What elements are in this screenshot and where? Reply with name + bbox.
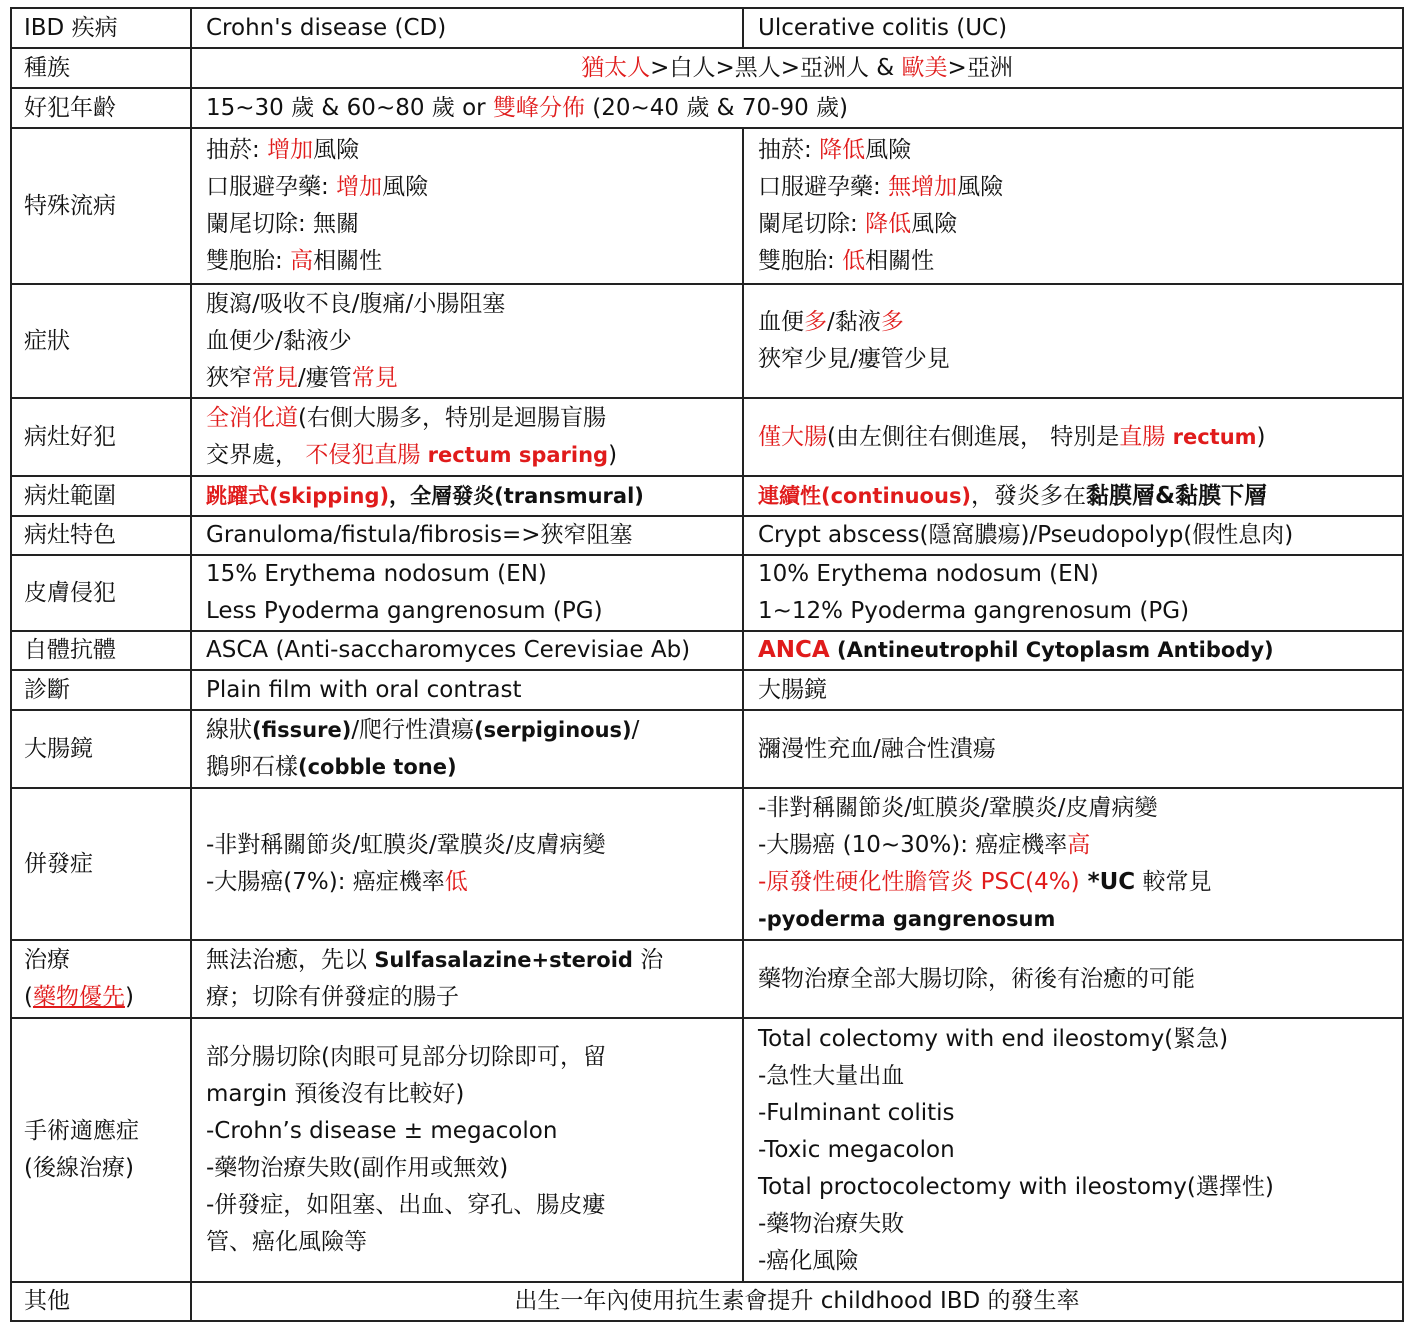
symptom-cd-line: 血便少/黏液少	[206, 327, 352, 354]
colonoscopy-cd-cell	[191, 710, 743, 788]
epi-uc-smoking	[758, 132, 1388, 169]
row-label-complication: 併發症	[11, 788, 191, 940]
surgery-uc-line: -Fulminant colitis	[758, 1099, 955, 1126]
text: (	[24, 984, 33, 1010]
age-text-bimodal: 雙峰分佈	[492, 94, 585, 121]
highlight-text: 直腸	[1119, 423, 1173, 450]
text: -大腸癌 (10~30%): 癌症機率	[758, 832, 1068, 858]
row-label-colonoscopy: 大腸鏡	[11, 710, 191, 788]
table-row-race	[11, 48, 1403, 88]
highlight-text: 常見	[351, 364, 398, 391]
highlight-text: 常見	[252, 364, 298, 391]
text: 風險	[865, 137, 912, 163]
treatment-cd-line: 療；切除有併發症的腸子	[206, 984, 459, 1010]
surgery-uc-line: -藥物治療失敗	[758, 1210, 905, 1237]
highlight-text: 不侵犯直腸	[305, 442, 428, 468]
age-cell	[191, 88, 1403, 128]
text: /黏液	[827, 309, 881, 335]
text: 手術適應症	[24, 1118, 139, 1144]
epi-uc-appendectomy	[758, 206, 1388, 243]
row-label-antibody: 自體抗體	[11, 631, 191, 670]
table-row-skin	[11, 555, 1403, 631]
epi-cd-twins	[206, 243, 728, 280]
table-row-feature	[11, 516, 1403, 555]
text: ，發炎多在	[971, 482, 1087, 509]
surgery-cd-line: margin 預後沒有比較好)	[206, 1081, 465, 1107]
row-label-treatment	[11, 940, 191, 1018]
symptom-cd-line: 腹瀉/吸收不良/腹痛/小腸阻塞	[206, 290, 506, 317]
race-text-asia: >亞洲	[947, 54, 1013, 81]
row-label-symptoms: 症狀	[11, 284, 191, 398]
treatment-cd-cell	[191, 940, 743, 1018]
text: /瘻管	[298, 364, 352, 391]
surgery-uc-line: Total proctocolectomy with ileostomy(選擇性)	[758, 1173, 1274, 1200]
highlight-text: 低	[444, 869, 468, 895]
table-row-antibody	[11, 631, 1403, 670]
complication-cd-cell	[191, 788, 743, 940]
highlight-text: 原發性硬化性膽管炎 PSC(4%)	[766, 869, 1080, 895]
highlight-text: 增加	[336, 174, 383, 200]
highlight-text: ANCA	[758, 637, 830, 663]
epi-uc-twins	[758, 243, 1388, 280]
text: 雙胞胎:	[206, 248, 291, 274]
highlight-text: rectum sparing	[427, 443, 609, 467]
highlight-text: 無增加	[888, 174, 958, 200]
row-label-race: 種族	[11, 48, 191, 88]
surgery-cd-line: 管、癌化風險等	[206, 1229, 367, 1255]
feature-cd-cell: Granuloma/fistula/fibrosis=>狹窄阻塞	[191, 516, 743, 555]
text: 交界處，	[206, 442, 306, 468]
complication-uc-line: -pyoderma gangrenosum	[758, 907, 1056, 931]
row-label-skin: 皮膚侵犯	[11, 555, 191, 631]
site-uc-cell	[743, 398, 1403, 476]
epi-uc-oral-contraceptive	[758, 169, 1388, 206]
skin-cd-line: 15% Erythema nodosum (EN)	[206, 561, 547, 587]
text: 相關性	[865, 248, 935, 274]
text: 血便	[758, 309, 804, 335]
text: 較常見	[1135, 869, 1212, 895]
text: 無法治癒，先以	[206, 947, 375, 973]
site-cd-line	[206, 437, 728, 474]
colonoscopy-uc-cell: 瀰漫性充血/融合性潰瘍	[743, 710, 1403, 788]
epi-uc-cell	[743, 128, 1403, 284]
surgery-uc-line: Total colectomy with end ileostomy(緊急)	[758, 1025, 1229, 1052]
text: (Antineutrophil Cytoplasm Antibody)	[829, 638, 1274, 662]
skin-cd-cell	[191, 555, 743, 631]
text: /爬行性潰瘍	[351, 717, 475, 743]
table-row-header	[11, 8, 1403, 48]
text: (serpiginous)	[474, 718, 632, 742]
surgery-uc-line: -Toxic megacolon	[758, 1136, 955, 1163]
race-text-jewish: 猶太人	[581, 54, 651, 81]
table-row-age	[11, 88, 1403, 128]
table-row-symptoms	[11, 284, 1403, 398]
race-text-order: >白人>黑人>亞洲人 &	[650, 54, 902, 81]
skin-uc-line: 10% Erythema nodosum (EN)	[758, 561, 1099, 587]
table-row-epidemiology	[11, 128, 1403, 284]
race-text-west: 歐美	[901, 54, 948, 81]
antibody-cd-cell: ASCA (Anti-saccharomyces Cerevisiae Ab)	[191, 631, 743, 670]
site-cd-cell	[191, 398, 743, 476]
other-cell: 出生一年內使用抗生素會提升 childhood IBD 的發生率	[191, 1282, 1403, 1321]
text: 風險	[313, 137, 360, 163]
highlight-text: 全消化道	[206, 405, 298, 431]
row-label-diagnosis: 診斷	[11, 670, 191, 710]
text: ，全層發炎(transmural)	[389, 483, 644, 508]
symptom-uc-line: 狹窄少見/瘻管少見	[758, 346, 950, 372]
row-label-surgery	[11, 1018, 191, 1282]
row-label-feature: 病灶特色	[11, 516, 191, 555]
complication-cd-line	[206, 864, 728, 901]
diagnosis-uc-cell: 大腸鏡	[743, 670, 1403, 710]
table-row-extent	[11, 476, 1403, 516]
highlight-text: -	[758, 869, 767, 895]
surgery-cd-line: -Crohn’s disease ± megacolon	[206, 1118, 558, 1144]
text: *UC	[1079, 869, 1136, 895]
highlight-text: 連續性(continuous)	[758, 483, 972, 508]
table-row-other	[11, 1282, 1403, 1321]
table-row-treatment	[11, 940, 1403, 1018]
surgery-uc-line: -急性大量出血	[758, 1062, 905, 1089]
treatment-label-line	[24, 979, 176, 1016]
highlight-text: 增加	[267, 137, 314, 163]
epi-cd-appendectomy	[206, 206, 728, 243]
highlight-text: rectum	[1172, 424, 1257, 449]
epi-cd-smoking	[206, 132, 728, 169]
table-row-surgery	[11, 1018, 1403, 1282]
surgery-cd-line: 部分腸切除(肉眼可見部分切除即可，留	[206, 1044, 606, 1070]
skin-cd-line: Less Pyoderma gangrenosum (PG)	[206, 598, 603, 624]
epi-cd-cell	[191, 128, 743, 284]
text: 風險	[382, 174, 429, 200]
antibody-uc-cell	[743, 631, 1403, 670]
complication-uc-line: -非對稱關節炎/虹膜炎/鞏膜炎/皮膚病變	[758, 795, 1158, 821]
colonoscopy-cd-line	[206, 712, 728, 749]
text: (fissure)	[252, 718, 352, 742]
highlight-text: 藥物優先	[32, 984, 125, 1010]
text: (右側大腸多，特別是迴腸盲腸	[298, 405, 606, 431]
table-row-site	[11, 398, 1403, 476]
highlight-text: 多	[804, 309, 827, 335]
site-uc-line	[758, 419, 1388, 456]
ibd-comparison-table	[10, 7, 1404, 1322]
race-cell	[191, 48, 1403, 88]
row-label-site: 病灶好犯	[11, 398, 191, 476]
header-cell-disease: IBD 疾病	[11, 8, 191, 48]
complication-cd-line: -非對稱關節炎/虹膜炎/鞏膜炎/皮膚病變	[206, 832, 606, 858]
treatment-uc-cell: 藥物治療全部大腸切除，術後有治癒的可能	[743, 940, 1403, 1018]
treatment-cd-line	[206, 942, 728, 979]
text: 黏膜層&黏膜下層	[1086, 482, 1268, 509]
text: (後線治療)	[24, 1155, 134, 1181]
surgery-cd-line: -藥物治療失敗(副作用或無效)	[206, 1155, 509, 1181]
colonoscopy-cd-line	[206, 749, 728, 786]
age-text-ranges: 15~30 歲 & 60~80 歲 or	[206, 94, 493, 121]
text: )	[1256, 423, 1266, 450]
row-label-age: 好犯年齡	[11, 88, 191, 128]
complication-uc-line	[758, 827, 1388, 864]
symptom-cd-line	[206, 360, 728, 397]
header-cell-uc: Ulcerative colitis (UC)	[743, 8, 1403, 48]
text: 抽菸:	[206, 137, 268, 163]
text: (cobble tone)	[298, 755, 457, 779]
table-row-diagnosis	[11, 670, 1403, 710]
text: 闌尾切除:	[758, 211, 866, 237]
text: 線狀	[206, 717, 252, 743]
highlight-text: 跳躍式(skipping)	[206, 483, 390, 508]
text: 治療	[24, 947, 70, 973]
text: 口服避孕藥:	[758, 174, 889, 200]
diagnosis-cd-cell: Plain film with oral contrast	[191, 670, 743, 710]
extent-uc-cell	[743, 476, 1403, 516]
row-label-epidemiology: 特殊流病	[11, 128, 191, 284]
surgery-cd-line: -併發症，如阻塞、出血、穿孔、腸皮瘻	[206, 1192, 606, 1218]
text: )	[608, 442, 618, 468]
text: Sulfasalazine+steroid	[374, 948, 633, 972]
symptom-cd-cell	[191, 284, 743, 398]
text: 相關性	[313, 248, 383, 274]
highlight-text: 低	[842, 248, 866, 274]
header-cell-cd: Crohn's disease (CD)	[191, 8, 743, 48]
symptom-uc-cell	[743, 284, 1403, 398]
text: 雙胞胎:	[758, 248, 843, 274]
highlight-text: 高	[1067, 832, 1091, 858]
complication-uc-line	[758, 864, 1388, 901]
row-label-extent: 病灶範圍	[11, 476, 191, 516]
text: /	[631, 717, 640, 743]
text: 鵝卵石樣	[206, 754, 298, 780]
epi-cd-oral-contraceptive	[206, 169, 728, 206]
text: 抽菸:	[758, 137, 820, 163]
site-cd-line	[206, 400, 728, 437]
row-label-other: 其他	[11, 1282, 191, 1321]
highlight-text: 僅大腸	[758, 423, 827, 450]
text: 治	[632, 947, 664, 973]
table-row-colonoscopy	[11, 710, 1403, 788]
surgery-uc-cell	[743, 1018, 1403, 1282]
text: -大腸癌(7%): 癌症機率	[206, 869, 445, 895]
text: 狹窄	[206, 364, 252, 391]
table-row-complication	[11, 788, 1403, 940]
surgery-uc-line: -癌化風險	[758, 1247, 859, 1274]
highlight-text: 高	[290, 248, 314, 274]
skin-uc-line: 1~12% Pyoderma gangrenosum (PG)	[758, 598, 1190, 624]
text: )	[124, 984, 134, 1010]
age-text-detail: (20~40 歲 & 70-90 歲)	[584, 94, 849, 121]
highlight-text: 多	[880, 309, 904, 335]
complication-uc-cell	[743, 788, 1403, 940]
skin-uc-cell	[743, 555, 1403, 631]
surgery-cd-cell	[191, 1018, 743, 1282]
text: 闌尾切除: 無關	[206, 211, 360, 237]
text: (由左側往右側進展， 特別是	[827, 423, 1120, 450]
highlight-text: 降低	[865, 211, 912, 237]
text: 風險	[957, 174, 1004, 200]
highlight-text: 降低	[819, 137, 866, 163]
text: 口服避孕藥:	[206, 174, 337, 200]
feature-uc-cell: Crypt abscess(隱窩膿瘍)/Pseudopolyp(假性息肉)	[743, 516, 1403, 555]
extent-cd-cell	[191, 476, 743, 516]
text: 風險	[911, 211, 958, 237]
symptom-uc-line	[758, 304, 1388, 341]
